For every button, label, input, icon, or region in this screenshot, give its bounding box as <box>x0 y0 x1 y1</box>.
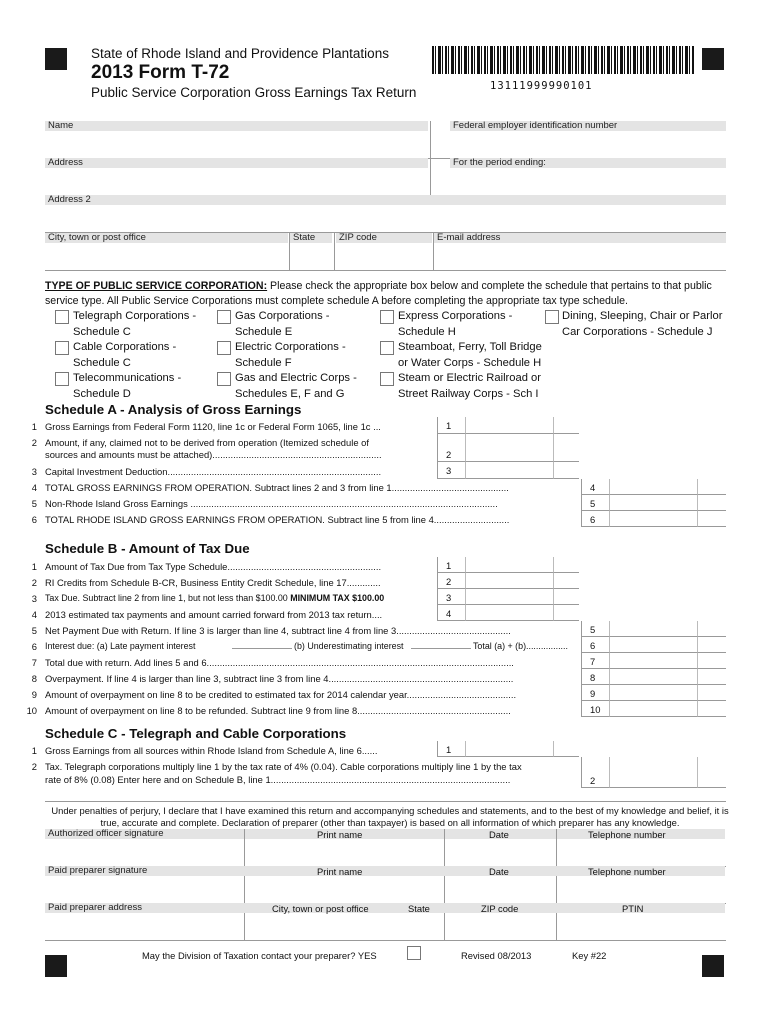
form-title: 2013 Form T-72 <box>91 62 230 83</box>
line-number: 2 <box>31 761 37 772</box>
option-dining: Dining, Sleeping, Chair or Parlor Car Corporations - Schedule J <box>562 310 723 338</box>
phone-label: Telephone number <box>588 829 666 840</box>
line-text: Gross Earnings from Federal Form 1120, line 1c or Federal Form 1065, line 1c ... <box>45 421 381 432</box>
line-text: Capital Investment Deduction.................................................................................. <box>45 466 382 477</box>
divider <box>430 121 431 196</box>
schedule-a-title: Schedule A - Analysis of Gross Earnings <box>45 402 302 417</box>
amount-field[interactable] <box>609 621 697 637</box>
revision-date: Revised 08/2013 <box>461 950 532 961</box>
registration-mark-top-left <box>45 48 67 70</box>
state-name: State of Rhode Island and Providence Plantations <box>91 46 389 61</box>
line-box: 6 <box>581 637 609 653</box>
line-number: 4 <box>31 482 37 493</box>
date-label: Date <box>489 866 509 877</box>
line-number: 6 <box>31 641 37 652</box>
divider <box>444 829 445 940</box>
checkbox-express[interactable] <box>380 310 394 324</box>
amount-cents[interactable] <box>553 589 579 605</box>
late-interest-field[interactable] <box>232 648 292 649</box>
line-text-end: Total (a) + (b)................. <box>473 641 568 651</box>
line-box: 1 <box>437 741 465 757</box>
line-box: 1 <box>437 557 465 573</box>
line-text: Amount of overpayment on line 8 to be refunded. Subtract line 9 from line 8........................................................... <box>45 705 511 716</box>
registration-mark-bottom-right <box>702 955 724 977</box>
amount-field[interactable] <box>465 434 553 462</box>
amount-cents[interactable] <box>553 557 579 573</box>
amount-field[interactable] <box>609 511 697 527</box>
officer-signature-label: Authorized officer signature <box>45 829 725 839</box>
option-gas-electric: Gas and Electric Corps - Schedules E, F and G <box>235 372 357 400</box>
name-label: Name <box>45 121 428 131</box>
line-number: 2 <box>31 577 37 588</box>
line-text: Tax Due. Subtract line 2 from line 1, but not less than $100.00 MINIMUM TAX $100.00 <box>45 593 385 603</box>
line-number: 1 <box>31 745 37 756</box>
line-text-middle: (b) Underestimating interest <box>294 641 404 651</box>
state-label: State <box>290 233 332 243</box>
amount-field[interactable] <box>609 757 697 788</box>
amount-cents[interactable] <box>553 605 579 621</box>
line-number: 10 <box>26 705 37 716</box>
form-key: Key #22 <box>572 950 607 961</box>
line-number: 6 <box>31 514 37 525</box>
line-box: 7 <box>581 653 609 669</box>
amount-field[interactable] <box>609 669 697 685</box>
amount-field[interactable] <box>609 637 697 653</box>
phone-label: Telephone number <box>588 866 666 877</box>
amount-cents[interactable] <box>697 495 726 511</box>
line-box: 10 <box>581 701 609 717</box>
line-box: 2 <box>581 757 609 788</box>
amount-field[interactable] <box>465 741 553 757</box>
checkbox-gas[interactable] <box>217 310 231 324</box>
line-box: 4 <box>437 605 465 621</box>
amount-field[interactable] <box>465 462 553 479</box>
checkbox-telegraph[interactable] <box>55 310 69 324</box>
checkbox-gas-electric[interactable] <box>217 372 231 386</box>
line-box: 5 <box>581 621 609 637</box>
option-steamboat: Steamboat, Ferry, Toll Bridge or Water Corps - Schedule H <box>398 341 542 369</box>
preparer-address-label: Paid preparer address <box>45 903 725 913</box>
amount-cents[interactable] <box>553 462 579 479</box>
email-label: E-mail address <box>434 233 726 243</box>
divider <box>289 233 290 270</box>
amount-cents[interactable] <box>697 669 726 685</box>
line-text: Amount, if any, claimed not to be derived from operation (Itemized schedule of <box>45 437 369 448</box>
line-number: 1 <box>31 561 37 572</box>
amount-field[interactable] <box>609 653 697 669</box>
option-telegraph: Telegraph Corporations - Schedule C <box>73 310 197 338</box>
line-text: Overpayment. If line 4 is larger than line 3, subtract line 3 from line 4....................................................................... <box>45 673 514 684</box>
line-box: 5 <box>581 495 609 511</box>
registration-mark-bottom-left <box>45 955 67 977</box>
amount-cents[interactable] <box>697 757 726 788</box>
line-box: 3 <box>437 589 465 605</box>
city-label: City, town or post office <box>45 233 288 243</box>
underestimating-interest-field[interactable] <box>411 648 471 649</box>
option-electric: Electric Corporations - Schedule F <box>235 341 346 369</box>
schedule-c-title: Schedule C - Telegraph and Cable Corporations <box>45 726 347 741</box>
amount-cents[interactable] <box>697 685 726 701</box>
amount-cents[interactable] <box>697 637 726 653</box>
line-number: 2 <box>31 437 37 448</box>
amount-field[interactable] <box>465 417 553 434</box>
line-text-continued: sources and amounts must be attached)................................................................. <box>45 449 382 460</box>
line-number: 5 <box>31 625 37 636</box>
line-box: 1 <box>437 417 465 434</box>
checkbox-steamboat[interactable] <box>380 341 394 355</box>
line-box: 8 <box>581 669 609 685</box>
checkbox-railroad[interactable] <box>380 372 394 386</box>
zip-label: ZIP code <box>336 233 432 243</box>
amount-cents[interactable] <box>697 511 726 527</box>
line-text: Gross Earnings from all sources within Rhode Island from Schedule A, line 6...... <box>45 745 378 756</box>
line-text: RI Credits from Schedule B-CR, Business Entity Credit Schedule, line 17............. <box>45 577 381 588</box>
type-instructions <box>45 279 725 309</box>
line-box: 9 <box>581 685 609 701</box>
line-text: TOTAL GROSS EARNINGS FROM OPERATION. Subtract lines 2 and 3 from line 1............................................. <box>45 482 509 493</box>
line-number: 1 <box>31 421 37 432</box>
type-heading: TYPE OF PUBLIC SERVICE CORPORATION: <box>45 280 268 292</box>
checkbox-yes[interactable] <box>407 946 421 960</box>
amount-cents[interactable] <box>553 573 579 589</box>
option-express: Express Corporations - Schedule H <box>398 310 513 338</box>
amount-field[interactable] <box>609 479 697 495</box>
barcode <box>432 46 694 74</box>
line-box: 2 <box>437 434 465 462</box>
amount-cents[interactable] <box>697 701 726 717</box>
line-text: Non-Rhode Island Gross Earnings ...................................................................................................................... <box>45 498 498 509</box>
perjury-statement: Under penalties of perjury, I declare that I have examined this return and accompanying schedules and statements, and to the best of my knowledge and belief, it is true, accurate and complete. Declaration of preparer (other than taxpayer) is based on all information of which preparer has any knowledge. <box>51 805 729 828</box>
date-label: Date <box>489 829 509 840</box>
line-number: 5 <box>31 498 37 509</box>
line-text: Net Payment Due with Return. If line 3 is larger than line 4, subtract line 4 from line 3............................................ <box>45 625 511 636</box>
divider <box>244 829 245 940</box>
line-number: 9 <box>31 689 37 700</box>
line-box: 3 <box>437 462 465 479</box>
option-telecommunications: Telecommunications - Schedule D <box>73 372 182 400</box>
barcode-number: 13111999990101 <box>490 80 593 92</box>
amount-field[interactable] <box>609 685 697 701</box>
line-number: 8 <box>31 673 37 684</box>
amount-cents[interactable] <box>697 479 726 495</box>
line-box: 2 <box>437 573 465 589</box>
type-intro-text: Please check the appropriate box below and complete the schedule that pertains to that public service type. All Public Service Corporations must complete schedule A before completing the appropriate tax type schedule. <box>45 280 712 307</box>
line-text: TOTAL RHODE ISLAND GROSS EARNINGS FROM OPERATION. Subtract line 5 from line 4............................. <box>45 514 510 525</box>
line-text: Total due with return. Add lines 5 and 6...................................................................................................................... <box>45 657 514 668</box>
option-railroad: Steam or Electric Railroad or Street Railway Corps - Sch I <box>398 372 542 400</box>
amount-field[interactable] <box>465 605 553 621</box>
line-text: Interest due: (a) Late payment interest <box>45 641 196 651</box>
preparer-signature-label: Paid preparer signature <box>45 866 725 876</box>
line-text: 2013 estimated tax payments and amount carried forward from 2013 tax return.... <box>45 609 383 620</box>
amount-cents[interactable] <box>553 741 579 757</box>
divider <box>334 233 335 270</box>
line-number: 3 <box>31 466 37 477</box>
line-text: Amount of Tax Due from Tax Type Schedule........................................................... <box>45 561 382 572</box>
line-text: Tax. Telegraph corporations multiply line 1 by the tax rate of 4% (0.04). Cable corporations multiply line 1 by the tax <box>45 761 522 772</box>
city-label: City, town or post office <box>272 903 369 914</box>
line-number: 7 <box>31 657 37 668</box>
print-name-label: Print name <box>317 829 363 840</box>
line-text-continued: rate of 8% (0.08) Enter here and on Schedule B, line 1............................................................................................ <box>45 774 511 785</box>
option-cable: Cable Corporations - Schedule C <box>73 341 177 369</box>
line-text: Amount of overpayment on line 8 to be credited to estimated tax for 2014 calendar year.......................................... <box>45 689 517 700</box>
registration-mark-top-right <box>702 48 724 70</box>
line-number: 4 <box>31 609 37 620</box>
address2-label: Address 2 <box>45 195 726 205</box>
amount-cents[interactable] <box>553 417 579 434</box>
checkbox-dining[interactable] <box>545 310 559 324</box>
checkbox-cable[interactable] <box>55 341 69 355</box>
amount-field[interactable] <box>609 495 697 511</box>
address-label: Address <box>45 158 428 168</box>
fein-label: Federal employer identification number <box>450 121 726 131</box>
print-name-label: Print name <box>317 866 363 877</box>
amount-cents[interactable] <box>697 653 726 669</box>
amount-cents[interactable] <box>553 434 579 462</box>
amount-field[interactable] <box>465 557 553 573</box>
checkbox-electric[interactable] <box>217 341 231 355</box>
preparer-address-field[interactable] <box>45 940 726 941</box>
checkbox-telecommunications[interactable] <box>55 372 69 386</box>
line-box: 6 <box>581 511 609 527</box>
contact-preparer-question: May the Division of Taxation contact your preparer? YES <box>142 950 377 961</box>
period-label: For the period ending: <box>450 158 726 168</box>
minimum-tax: MINIMUM TAX $100.00 <box>290 593 385 603</box>
line-box: 4 <box>581 479 609 495</box>
divider <box>556 829 557 940</box>
line-number: 3 <box>31 593 37 604</box>
amount-cents[interactable] <box>697 621 726 637</box>
divider <box>45 801 726 802</box>
amount-field[interactable] <box>465 573 553 589</box>
state-label: State <box>408 903 430 914</box>
amount-field[interactable] <box>465 589 553 605</box>
divider <box>433 233 434 270</box>
option-gas: Gas Corporations - Schedule E <box>235 310 330 338</box>
form-subtitle: Public Service Corporation Gross Earnings Tax Return <box>91 85 417 100</box>
city-field[interactable] <box>45 270 726 271</box>
schedule-b-title: Schedule B - Amount of Tax Due <box>45 541 250 556</box>
zip-label: ZIP code <box>481 903 519 914</box>
ptin-label: PTIN <box>622 903 644 914</box>
amount-field[interactable] <box>609 701 697 717</box>
